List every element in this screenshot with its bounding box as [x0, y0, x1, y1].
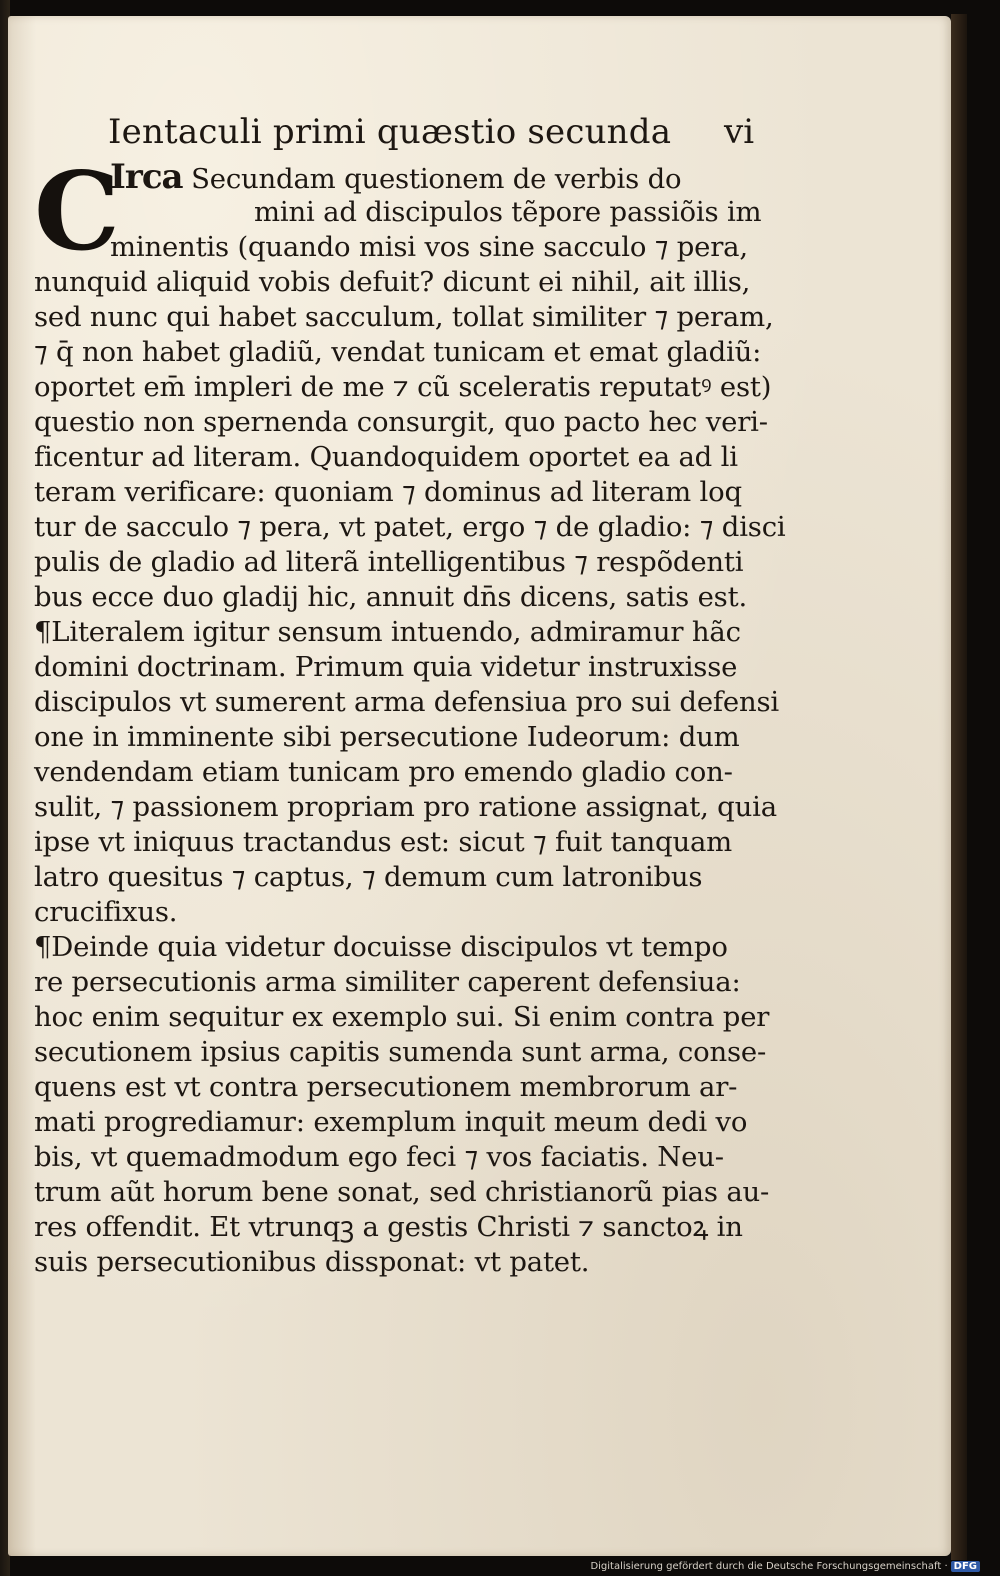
text-line: hoc enim sequitur ex exemplo sui. Si enim contra per — [34, 1001, 770, 1033]
text-line: ficentur ad literam. Quandoquidem oportet ea ad li — [34, 441, 738, 473]
opening-word: Irca — [110, 157, 183, 197]
text-line: sulit, ⁊ passionem propriam pro ratione assignat, quia — [34, 791, 777, 823]
text-line: discipulos vt sumerent arma defensiua pro sui defensi — [34, 686, 779, 718]
text-line: bis, vt quemadmodum ego feci ⁊ vos faciatis. Neu- — [34, 1141, 724, 1173]
text-line: mati progrediamur: exemplum inquit meum dedi vo — [34, 1106, 748, 1138]
text-block — [34, 112, 786, 1280]
paragraph-start-line: ¶Deinde quia videtur docuisse discipulos vt tempo — [34, 931, 728, 963]
text-line: re persecutionis arma similiter caperent defensiua: — [34, 966, 741, 998]
text-line: bus ecce duo gladij hic, annuit dn̄s dicens, satis est. — [34, 581, 747, 613]
text-line: crucifixus. — [34, 896, 178, 928]
text-line: res offendit. Et vtrunqꝫ a gestis Christi ⁊ sanctoꝝ in — [34, 1211, 743, 1243]
text-line: secutionem ipsius capitis sumenda sunt arma, conse- — [34, 1036, 767, 1068]
text-line: latro quesitus ⁊ captus, ⁊ demum cum latronibus — [34, 861, 703, 893]
text-line: oportet em̄ impleri de me ⁊ cũ sceleratis reputatꝰ est) — [34, 371, 772, 403]
text-line: ipse vt iniquus tractandus est: sicut ⁊ fuit tanquam — [34, 826, 733, 858]
dfg-logo-badge: DFG — [951, 1561, 980, 1572]
text-line: questio non spernenda consurgit, quo pacto hec veri- — [34, 406, 768, 438]
text-line: suis persecutionibus dissponat: vt patet. — [34, 1246, 590, 1278]
decorated-initial: C — [34, 149, 120, 275]
folio-number: vi — [724, 112, 755, 152]
text-line: sed nunc qui habet sacculum, tollat similiter ⁊ peram, — [34, 301, 774, 333]
text-line: mini ad discipulos tẽpore passiõis im — [254, 196, 762, 228]
text-line: teram verificare: quoniam ⁊ dominus ad literam loq — [34, 476, 742, 508]
running-title: Ientaculi primi quæstio secunda — [108, 112, 672, 152]
cover-board-edge — [951, 14, 967, 1560]
text-line: minentis (quando misi vos sine sacculo ⁊ pera, — [110, 231, 748, 263]
text-line: vendendam etiam tunicam pro emendo gladio con- — [34, 756, 733, 788]
text-line: quens est vt contra persecutionem membrorum ar- — [34, 1071, 738, 1103]
text-line: trum aũt horum bene sonat, sed christianorũ pias au- — [34, 1176, 770, 1208]
text-line — [34, 157, 774, 197]
text-line: domini doctrinam. Primum quia videtur instruxisse — [34, 651, 738, 683]
text-line: tur de sacculo ⁊ pera, vt patet, ergo ⁊ de gladio: ⁊ disci — [34, 511, 786, 543]
running-head — [34, 112, 774, 160]
text-line: one in imminente sibi persecutione Iudeorum: dum — [34, 721, 740, 753]
line-text: Secundam questionem de verbis do — [191, 163, 682, 195]
digitization-credit — [590, 1561, 980, 1572]
credit-text: Digitalisierung gefördert durch die Deutsche Forschungsgemeinschaft · — [590, 1561, 948, 1572]
text-line: ⁊ q̄ non habet gladiũ, vendat tunicam et emat gladiũ: — [34, 336, 762, 368]
text-line: nunquid aliquid vobis defuit? dicunt ei nihil, ait illis, — [34, 266, 751, 298]
text-line: pulis de gladio ad literã intelligentibus ⁊ respõdenti — [34, 546, 744, 578]
paragraph-start-line: ¶Literalem igitur sensum intuendo, admiramur hãc — [34, 616, 741, 648]
